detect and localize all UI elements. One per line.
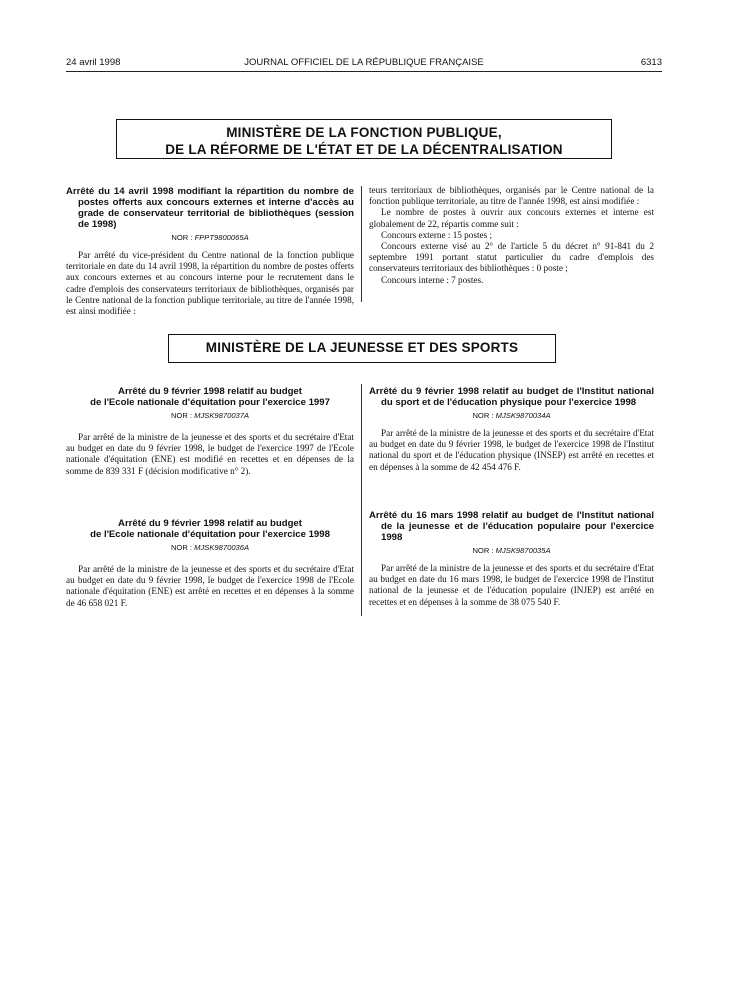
nor-reference bbox=[369, 546, 654, 555]
nor-label: NOR : bbox=[171, 233, 193, 242]
nor-code: FPPT9800065A bbox=[194, 233, 249, 242]
arrete-title-line: de l'Ecole nationale d'équitation pour l'exercice 1998 bbox=[90, 529, 330, 540]
arrete-paragraph: Concours externe visé au 2° de l'article 5 du décret n° 91-841 du 2 septembre 1991 portant statut particulier du cadre d'emplois des conservateurs territoriaux des bibliothèques : 0 poste ; bbox=[369, 241, 654, 274]
column-divider bbox=[361, 186, 362, 302]
arrete-title: Arrêté du 16 mars 1998 relatif au budget de l'Institut national de la jeunesse et de l'éducation populaire pour l'exercice 1998 bbox=[369, 510, 654, 543]
arrete-title-line: Arrêté du 9 février 1998 relatif au budget bbox=[118, 386, 302, 397]
arrete-injep-1998 bbox=[369, 510, 654, 608]
nor-label: NOR : bbox=[472, 411, 494, 420]
arrete-fpt-column-right bbox=[369, 186, 654, 286]
arrete-paragraph: Par arrêté de la ministre de la jeunesse et des sports et du secrétaire d'Etat au budget en date du 9 février 1998, le budget de l'exercice 1997 de l'Ecole nationale d'équitation (ENE) est modifié en recettes et en dépenses de la somme de 839 331 F (décision modificative n° 2). bbox=[66, 432, 354, 476]
arrete-paragraph: Concours interne : 7 postes. bbox=[381, 274, 484, 285]
nor-code: MJSK9870037A bbox=[194, 411, 250, 420]
page-header bbox=[66, 57, 662, 69]
column-divider bbox=[361, 384, 362, 616]
arrete-paragraph-continued: teurs territoriaux de bibliothèques, organisés par le Centre national de la fonction publique territoriale, au titre de l'année 1998, est ainsi modifiée : bbox=[369, 185, 654, 207]
arrete-paragraph: Concours externe : 15 postes ; bbox=[381, 229, 492, 240]
nor-code: MJSK9870035A bbox=[495, 546, 551, 555]
arrete-paragraph: Le nombre de postes à ouvrir aux concours externes et interne est globalement de 22, répartis comme suit : bbox=[369, 207, 654, 229]
arrete-ene-1997 bbox=[66, 386, 354, 477]
arrete-paragraph: Par arrêté de la ministre de la jeunesse et des sports et du secrétaire d'Etat au budget en date du 9 février 1998, le budget de l'exercice 1998 de l'Institut national du sport et de l'éducation physique (INSEP) est arrêté en recettes et en dépenses à la somme de 42 454 476 F. bbox=[369, 428, 654, 472]
header-journal-title: JOURNAL OFFICIEL DE LA RÉPUBLIQUE FRANÇAISE bbox=[244, 57, 484, 68]
arrete-insep-1998 bbox=[369, 386, 654, 473]
header-page-number: 6313 bbox=[640, 57, 662, 68]
ministry-heading-line: MINISTÈRE DE LA JEUNESSE ET DES SPORTS bbox=[205, 340, 519, 355]
arrete-title bbox=[66, 386, 354, 408]
nor-reference bbox=[369, 411, 654, 420]
ministry-heading-line: MINISTÈRE DE LA FONCTION PUBLIQUE, bbox=[226, 125, 502, 140]
arrete-title bbox=[66, 518, 354, 540]
nor-code: MJSK9870036A bbox=[194, 543, 250, 552]
header-divider bbox=[66, 71, 662, 72]
arrete-title: Arrêté du 14 avril 1998 modifiant la répartition du nombre de postes offerts aux concours externes et interne d'accès au grade de conservateur territorial de bibliothèques (session de 1998) bbox=[66, 186, 354, 230]
nor-label: NOR : bbox=[170, 411, 193, 420]
arrete-paragraph: Par arrêté de la ministre de la jeunesse et des sports et du secrétaire d'Etat au budget en date du 16 mars 1998, le budget de l'exercice 1998 de l'Institut national de la jeunesse et de l'éducation populaire (INJEP) est arrêté en recettes et en dépenses à la somme de 38 075 540 F. bbox=[369, 563, 654, 607]
arrete-title-line: de l'Ecole nationale d'équitation pour l'exercice 1997 bbox=[90, 397, 330, 408]
nor-label: NOR : bbox=[170, 543, 193, 552]
arrete-title-line: Arrêté du 9 février 1998 relatif au budget bbox=[118, 518, 302, 529]
nor-code: MJSK9870034A bbox=[495, 411, 551, 420]
header-date: 24 avril 1998 bbox=[66, 57, 121, 68]
nor-reference bbox=[66, 233, 354, 242]
arrete-fpt-column-left bbox=[66, 186, 354, 317]
nor-reference bbox=[66, 543, 354, 552]
ministry-heading-line: DE LA RÉFORME DE L'ÉTAT ET DE LA DÉCENTRALISATION bbox=[165, 142, 563, 157]
ministry-heading-fonction-publique bbox=[116, 119, 612, 159]
nor-reference bbox=[66, 411, 354, 420]
arrete-paragraph: Par arrêté du vice-président du Centre national de la fonction publique territoriale en date du 14 avril 1998, la répartition du nombre de postes offerts aux concours externes et au concours interne pour le recrutement dans le cadre d'emplois des conservateurs territoriaux de bibliothèques, organisés par le Centre national de la fonction publique territoriale, au titre de l'année 1998, est ainsi modifiée : bbox=[66, 250, 354, 317]
arrete-paragraph: Par arrêté de la ministre de la jeunesse et des sports et du secrétaire d'Etat au budget en date du 9 février 1998, le budget de l'exercice 1998 de l'Ecole nationale d'équitation (ENE) est arrêté en recettes et en dépenses à la somme de 46 658 021 F. bbox=[66, 564, 354, 608]
ministry-heading-jeunesse-sports bbox=[168, 334, 556, 363]
arrete-title: Arrêté du 9 février 1998 relatif au budget de l'Institut national du sport et de l'éducation physique pour l'exercice 1998 bbox=[369, 386, 654, 408]
arrete-ene-1998 bbox=[66, 518, 354, 609]
nor-label: NOR : bbox=[472, 546, 494, 555]
